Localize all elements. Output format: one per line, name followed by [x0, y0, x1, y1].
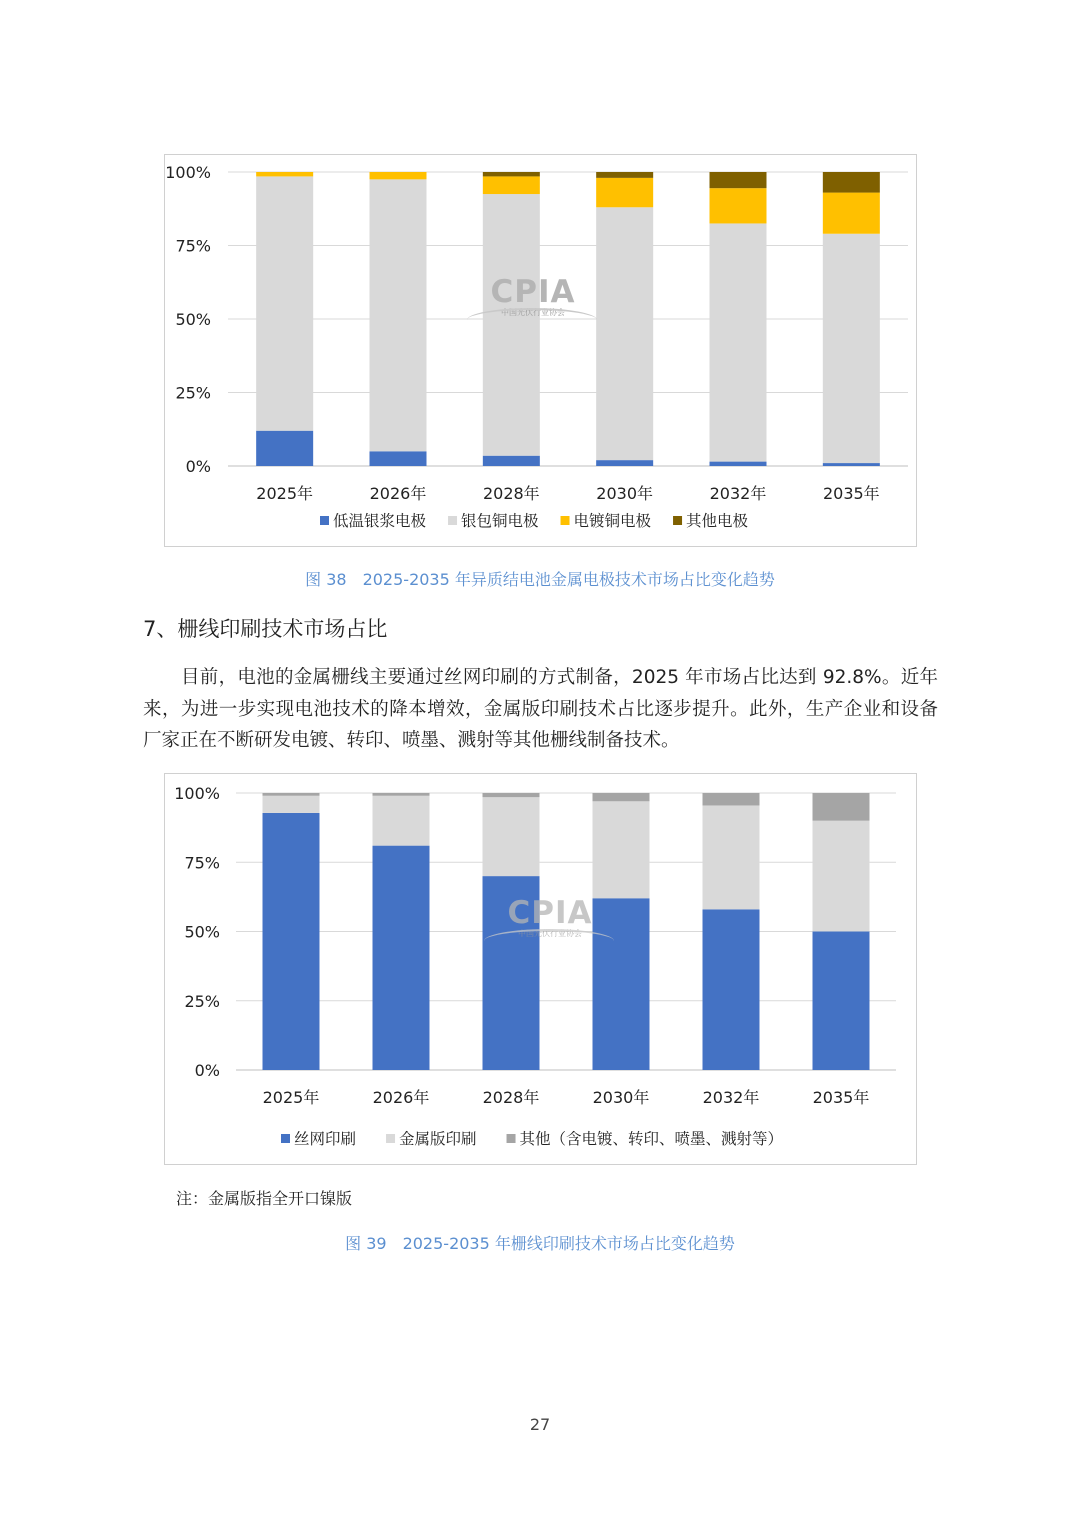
bar-segment [263, 813, 320, 1070]
chart-38-frame [164, 154, 917, 547]
y-tick-label: 75% [184, 853, 220, 873]
legend-swatch [673, 516, 682, 525]
legend-label: 其他电极 [686, 512, 749, 530]
bar-segment [596, 460, 653, 466]
bar-segment [813, 821, 870, 932]
figure-39-caption: 图 39 2025-2035 年栅线印刷技术市场占比变化趋势 [345, 1234, 735, 1253]
bar-segment [593, 801, 650, 898]
legend-label: 其他（含电镀、转印、喷墨、溅射等） [519, 1130, 784, 1148]
x-tick-label: 2025年 [262, 1088, 320, 1107]
legend-label: 银包铜电极 [461, 512, 539, 530]
bar-segment [710, 462, 767, 466]
watermark-logo-text: CPIA [490, 274, 576, 310]
bar-segment [483, 797, 540, 876]
y-tick-label: 75% [175, 236, 211, 256]
bar-segment [823, 193, 880, 234]
bar-segment [256, 176, 313, 430]
watermark-sub-text: 中国光伏行业协会 [501, 308, 565, 317]
chart-38 [165, 155, 916, 546]
bar-segment [483, 176, 540, 194]
legend-label: 金属版印刷 [399, 1130, 477, 1148]
x-tick-label: 2028年 [482, 484, 540, 503]
bar-segment [823, 234, 880, 463]
legend-swatch [448, 516, 457, 525]
x-tick-label: 2028年 [482, 1088, 540, 1107]
bar-segment [710, 188, 767, 223]
bar-segment [263, 793, 320, 796]
bar-segment [483, 456, 540, 466]
x-tick-label: 2030年 [592, 1088, 650, 1107]
y-tick-label: 0% [185, 457, 211, 476]
y-tick-label: 50% [175, 310, 211, 329]
page-number: 27 [529, 1415, 551, 1434]
legend-swatch [320, 516, 329, 525]
y-tick-label: 25% [175, 383, 211, 403]
legend-swatch [386, 1134, 395, 1143]
bar-segment [370, 172, 427, 179]
bar-segment [813, 932, 870, 1071]
bar-segment [373, 796, 430, 846]
bar-segment [373, 846, 430, 1070]
figure-38-caption: 图 38 2025-2035 年异质结电池金属电极技术市场占比变化趋势 [305, 570, 775, 589]
section-heading: 7、栅线印刷技术市场占比 [143, 617, 388, 641]
bar-segment [483, 793, 540, 797]
x-tick-label: 2026年 [369, 484, 427, 503]
bar-segment [596, 172, 653, 178]
bar-segment [823, 463, 880, 466]
bar-segment [256, 431, 313, 466]
bar-segment [593, 793, 650, 801]
legend-label: 电镀铜电极 [573, 512, 652, 530]
bar-segment [596, 178, 653, 207]
bar-segment [710, 223, 767, 461]
watermark-sub-text: 中国光伏行业协会 [518, 929, 582, 938]
y-tick-label: 50% [184, 922, 220, 942]
x-tick-label: 2032年 [702, 1088, 760, 1107]
y-tick-label: 100% [174, 784, 220, 803]
watermark-logo-text: CPIA [507, 895, 593, 931]
legend-label: 丝网印刷 [294, 1130, 357, 1148]
bar-segment [703, 805, 760, 909]
bar-segment [256, 172, 313, 176]
x-tick-label: 2035年 [822, 484, 880, 503]
bar-segment [710, 172, 767, 188]
bar-segment [263, 796, 320, 813]
x-tick-label: 2025年 [256, 484, 314, 503]
bar-segment [813, 793, 870, 821]
bar-segment [483, 194, 540, 456]
bar-segment [596, 207, 653, 460]
legend-swatch [561, 516, 570, 525]
bar-segment [823, 172, 880, 193]
bar-segment [703, 909, 760, 1070]
chart-39-frame [164, 773, 917, 1165]
bar-segment [370, 179, 427, 451]
bar-segment [370, 451, 427, 466]
legend-label: 低温银浆电极 [333, 512, 427, 530]
bar-segment [483, 172, 540, 176]
figure-note: 注：金属版指全开口镍版 [176, 1189, 353, 1208]
bar-segment [703, 793, 760, 805]
y-tick-label: 25% [184, 991, 220, 1011]
x-tick-label: 2032年 [709, 484, 767, 503]
x-tick-label: 2030年 [596, 484, 654, 503]
body-paragraph: 目前，电池的金属栅线主要通过丝网印刷的方式制备，2025 年市场占比达到 92.8%。近年来，为进一步实现电池技术的降本增效，金属版印刷技术占比逐步提升。此外，生产企业和设备厂家正在不断研发电镀、转印、喷墨、溅射等其他栅线制备技术。 [143, 667, 938, 751]
bar-segment [483, 876, 540, 1070]
legend-swatch [507, 1134, 516, 1143]
bar-segment [593, 898, 650, 1070]
legend-swatch [281, 1134, 290, 1143]
y-tick-label: 0% [194, 1061, 220, 1080]
y-tick-label: 100% [165, 163, 211, 182]
chart-39 [165, 774, 916, 1164]
x-tick-label: 2035年 [812, 1088, 870, 1107]
x-tick-label: 2026年 [372, 1088, 430, 1107]
bar-segment [373, 793, 430, 796]
